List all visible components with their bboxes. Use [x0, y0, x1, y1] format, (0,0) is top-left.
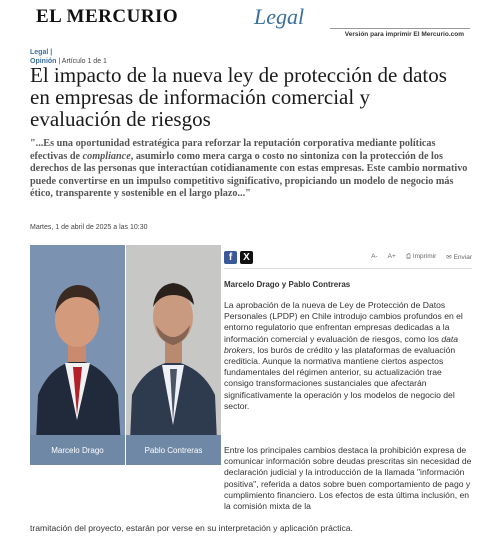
facebook-share-icon[interactable]: f — [224, 251, 237, 264]
portrait-marcelo — [30, 245, 125, 465]
breadcrumb-legal[interactable]: Legal | — [30, 49, 53, 56]
breadcrumb-article-count: | Artículo 1 de 1 — [58, 58, 107, 65]
print-button[interactable]: ⎙ Imprimir — [405, 253, 437, 260]
header-divider — [330, 28, 470, 29]
photo-caption-marcelo: Marcelo Drago — [30, 435, 125, 465]
author-photo-pablo-contreras — [126, 245, 221, 465]
printer-icon: ⎙ — [405, 253, 412, 260]
lead-emphasis: compliance — [82, 150, 131, 162]
portrait-pablo — [126, 245, 221, 465]
article-authors: Marcelo Drago y Pablo Contreras — [224, 280, 351, 289]
envelope-icon: ✉ — [446, 254, 452, 261]
author-photo-marcelo-drago — [30, 245, 125, 465]
print-version-note: Versión para imprimir El Mercurio.com — [344, 31, 464, 38]
share-toolbar — [224, 246, 472, 269]
article-lead: "...Es una oportunidad estratégica para reforzar la reputación corporativa mediante políticas efectivas de compliance, asumirlo como mera carga o costo no sintoniza con la protección de los derechos de las personas que interactúan cotidianamente con estas empresas. Este cambio normativo puede convertirse en un impulso competitivo significativo, propiciando un modelo de negocio más ético, transparente y sostenible en el largo plazo..." — [30, 138, 468, 199]
article-paragraph-1: La aprobación de la nueva de Ley de Protección de Datos Personales (LPDP) en Chile introdujo cambios profundos en el entorno regulatorio que enfrentan empresas dedicadas a la información comercial y evaluación de riesgos, como los data brokers, los burós de crédito y las plataformas de evaluación crediticia. Aunque la normativa mantiene ciertos aspectos fundamentales del régimen anterior, su actualización trae consigo transformaciones sustanciales que afectarán significativamente la operación y los modelos de negocio del sector. — [224, 300, 463, 411]
article-paragraph-2-continued: tramitación del proyecto, estarán por verse en su interpretación y aplicación práctica. — [30, 523, 353, 533]
masthead-logo[interactable]: EL MERCURIO — [36, 6, 179, 27]
x-share-icon[interactable]: X — [240, 251, 253, 264]
publish-date: Martes, 1 de abril de 2025 a las 10:30 — [30, 224, 148, 231]
breadcrumb-opinion[interactable]: Opinión — [30, 58, 57, 65]
article-tools — [371, 253, 472, 261]
section-title[interactable]: Legal — [254, 4, 305, 29]
article-paragraph-2: Entre los principales cambios destaca la prohibición expresa de comunicar información sobre deudas prescritas sin necesidad de declaración judicial y la introducción de la llamada "información positiva", referida a datos sobre buen comportamiento de pago y cumplimiento financiero. Los efectos de esta última inclusión, en la comisión mixta de la — [224, 445, 472, 512]
font-smaller-button[interactable]: A- — [371, 253, 378, 260]
font-larger-button[interactable]: A+ — [387, 253, 396, 260]
photo-caption-pablo: Pablo Contreras — [126, 435, 221, 465]
article-headline: El impacto de la nueva ley de protección de datos en empresas de información comercial y evaluación de riesgos — [30, 63, 447, 131]
send-button[interactable]: ✉ Enviar — [446, 254, 472, 261]
